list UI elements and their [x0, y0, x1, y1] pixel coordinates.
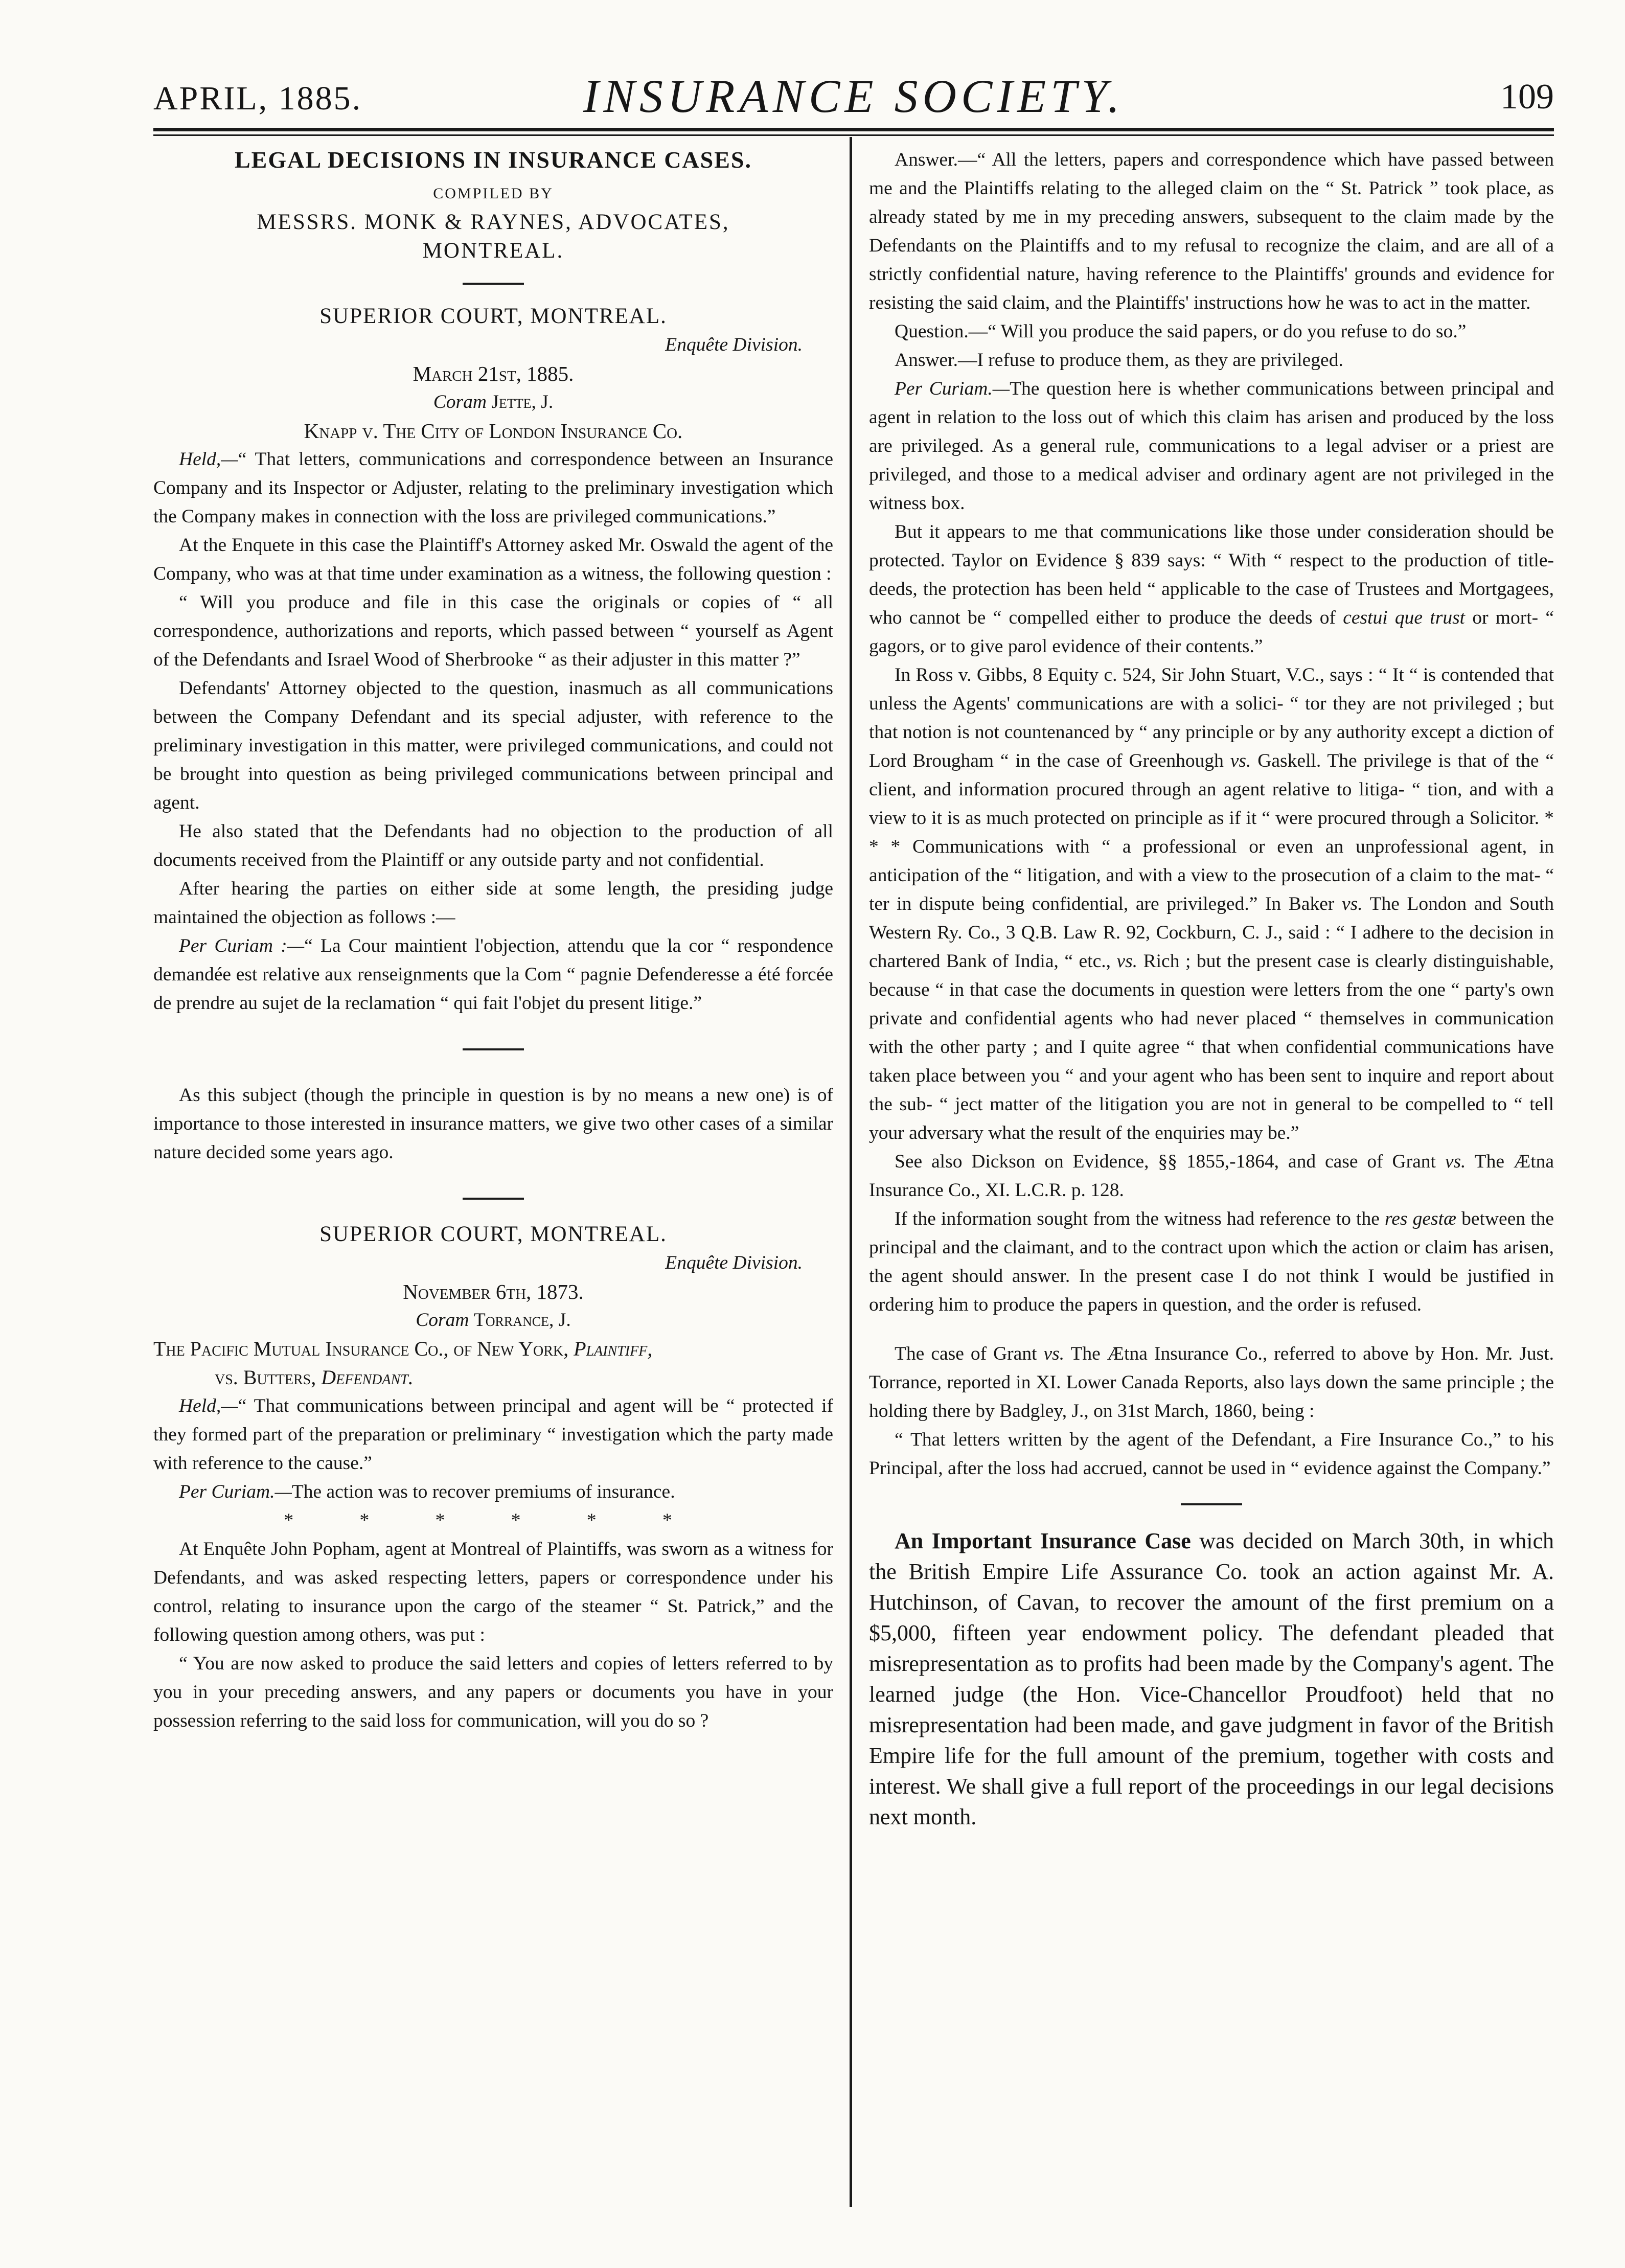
case2-court: SUPERIOR COURT, MONTREAL.: [319, 1222, 667, 1246]
text-italic: vs.: [1341, 894, 1363, 914]
text: Gaskell. The privilege is that of the “ client, and information procured through an agent relative to litiga- “ tion, and with a view to it is as much protected on principle as if it “ were procured through a Solicitor. * * * Communications with “ a professional or even an unprofessional agent, in anticipation of the “ litigation, and with a view to the prosecution of a claim to the mat- “ ter in dispute being confidential, are privileged.” In Baker: [869, 750, 1554, 914]
case2-curiam: [153, 1478, 833, 1506]
case1-parties: Knapp v. The City of London Insurance Co.: [304, 419, 683, 443]
case1-para: At the Enquete in this case the Plaintiff's Attorney asked Mr. Oswald the agent of the Company, who was at that time under examination as a witness, the following question :: [153, 535, 833, 584]
page-number: 109: [1500, 77, 1554, 117]
asterisks: * * * * * *: [284, 1510, 703, 1531]
column-divider: [850, 137, 852, 2207]
header-rule: [153, 128, 1554, 131]
divider: [1181, 1503, 1242, 1505]
coram-judge: Jette, J.: [491, 392, 554, 413]
text-italic: vs.: [1043, 1343, 1065, 1364]
case1-para: He also stated that the Defendants had no objection to the production of all documents received from the Plaintiff or any outside party and not confidential.: [153, 821, 833, 870]
news-text: was decided on March 30th, in which the British Empire Life Assurance Co. took an action against Mr. A. Hutchinson, of Cavan, to recover the amount of the first premium on a $5,000, fifteen year endowment policy. The defendant pleaded that misrepresentation as to profits had been made by the Company's agent. The learned judge (the Hon. Vice-Chancellor Proudfoot) held that no misrepresentation had been made, and gave judgment in favor of the British Empire life for the full amount of the premium, together with costs and interest. We shall give a full report of the proceedings in our legal decisions next month.: [869, 1528, 1554, 1829]
news-headline: An Important Insurance Case: [895, 1528, 1191, 1553]
text: See also Dickson on Evidence, §§ 1855,-1864, and case of Grant: [895, 1151, 1436, 1172]
divider: [463, 1048, 524, 1050]
curiam-text: The question here is whether communications between principal and agent in relation to the loss out of which this claim has arisen and produced by the loss are privileged. As a general rule, communications to a legal adviser or a priest are privileged, and those to a medical adviser and ordinary agent are not privileged in the witness box.: [869, 378, 1554, 514]
text: between the principal and the claimant, and to the contract upon which the action or claim has arisen, the agent should answer. In the present case I do not think I would be justified in ordering him to produce the papers in question, and the order is refused.: [869, 1208, 1554, 1315]
curiam: [869, 375, 1554, 518]
case2-held: [153, 1392, 833, 1478]
grant-quote: “ That letters written by the agent of the Defendant, a Fire Insurance Co.,” to his Principal, after the loss had accrued, cannot be used in “ evidence against the Company.”: [869, 1429, 1554, 1479]
case2-para: “ You are now asked to produce the said letters and copies of letters referred to by you in your preceding answers, and any papers or documents you have in your possession referring to the said loss for communication, will you do so ?: [153, 1653, 833, 1731]
answer: Answer.—“ All the letters, papers and correspondence which have passed between me and the Plaintiffs relating to the alleged claim on the “ St. Patrick ” took place, as already stated by me in my preceding answers, subsequent to the claim made by the Defendants on the Plaintiffs and to my refusal to recognize the claim, and are all of a strictly confidential nature, having reference to the Plaintiffs' grounds and evidence for resisting the said claim, and the Plaintiffs' instructions how he was to act in the matter.: [869, 149, 1554, 313]
text-italic: vs.: [1116, 951, 1138, 972]
case2-para: At Enquête John Popham, agent at Montreal of Plaintiffs, was sworn as a witness for Defendants, and was asked respecting letters, papers or correspondence under his control, relating to insurance upon the cargo of the steamer “ St. Patrick,” and the following question among others, was put :: [153, 1539, 833, 1645]
divider: [463, 1198, 524, 1200]
curiam-label: Per Curiam.—: [179, 1481, 292, 1502]
authors: MESSRS. MONK & RAYNES, ADVOCATES,: [257, 210, 730, 234]
text: If the information sought from the witness had reference to the: [895, 1208, 1380, 1229]
text: But it appears to me that communications like those under consideration should be protected. Taylor on Evidence § 839 says: “ With “ respect to the production of title-deeds, the protection has been held “ applicable to the case of Trustees and Mortgagees, who cannot be “ compelled either to produce the deeds of: [869, 521, 1554, 628]
held-text: “ That communications between principal and agent will be “ protected if they formed part of the preparation or preliminary “ investigation which the party made with reference to the cause.”: [153, 1395, 833, 1474]
case1-coram: [153, 388, 833, 417]
question: Question.—“ Will you produce the said papers, or do you refuse to do so.”: [895, 321, 1467, 342]
grant-para: [869, 1340, 1554, 1426]
plaintiff-label: Plaintiff,: [574, 1337, 653, 1360]
left-column: [153, 146, 833, 1735]
parties-1: The Pacific Mutual Insurance Co., of New York,: [153, 1337, 569, 1360]
text-italic: vs.: [1445, 1151, 1466, 1172]
case1-date: March 21st, 1885.: [413, 362, 574, 385]
text-italic: cestui que trust: [1343, 607, 1466, 628]
page-header: [153, 66, 1554, 128]
coram-judge: Torrance, J.: [473, 1310, 571, 1331]
text: or mort- “ gagors, or to give parol evidence of their contents.”: [869, 607, 1554, 657]
curiam-label: Per Curiam.—: [895, 378, 1010, 399]
case1-para: After hearing the parties on either side at some length, the presiding judge maintained the objection as follows :—: [153, 878, 833, 928]
coram-word: Coram: [416, 1310, 469, 1331]
case2-parties: [153, 1335, 833, 1392]
case2-date: November 6th, 1873.: [403, 1280, 584, 1303]
defendant-label: Defendant.: [321, 1366, 414, 1389]
held-label: Held,—: [179, 449, 238, 470]
dickson-para: [869, 1148, 1554, 1205]
text-italic: vs.: [1230, 750, 1251, 771]
case1-division: Enquête Division.: [665, 334, 803, 355]
curiam-label: Per Curiam :—: [179, 935, 305, 956]
case1-held: [153, 445, 833, 531]
info-para: [869, 1205, 1554, 1319]
ross-para: [869, 661, 1554, 1148]
text: In Ross v. Gibbs, 8 Equity c. 524, Sir John Stuart, V.C., says : “ It “ is contended that unless the Agents' communications are with a solici- “ tor they are not privileged ; but that notion is not countenanced by “ any principle or by any authority except a diction of Lord Brougham “ in the case of Greenhough: [869, 665, 1554, 771]
header-rule-thin: [153, 134, 1554, 136]
right-column: [869, 146, 1554, 1832]
case1-court: SUPERIOR COURT, MONTREAL.: [319, 304, 667, 328]
text: The Ætna Insurance Co., XI. L.C.R. p. 128.: [869, 1151, 1554, 1201]
case2-coram: [153, 1306, 833, 1335]
text: Rich ; but the present case is clearly distinguishable, because “ in that case the documents in question were letters from the one “ party's own private and confidential agents who had never placed “ themselves in communication with the other party ; and I quite agree “ that when confidential communications have taken place between you “ and your agent who has been sent to inquire and report about the sub- “ ject matter of the litigation you are not in general to be compelled to “ tell your adversary what the result of the enquiries may be.”: [869, 951, 1554, 1143]
case1-curiam: [153, 932, 833, 1018]
curiam-text: “ La Cour maintient l'objection, attendu que la cor “ respondence demandée est relative aux renseignments que la Com “ pagnie Defenderesse a été forcée de prendre au sujet de la reclamation “ qui fait l'objet du present litige.”: [153, 935, 833, 1014]
authors-city: MONTREAL.: [422, 239, 564, 263]
parties-2: vs. Butters,: [215, 1366, 316, 1389]
text: The Ætna Insurance Co., referred to above by Hon. Mr. Just. Torrance, reported in XI. Lower Canada Reports, also lays down the same principle ; the holding there by Badgley, J., on 31st March, 1860, being :: [869, 1343, 1554, 1422]
journal-title: INSURANCE SOCIETY.: [583, 70, 1125, 122]
divider: [463, 283, 524, 285]
case1-para: “ Will you produce and file in this case the originals or copies of “ all correspondence, authorizations and reports, which passed between “ yourself as Agent of the Defendants and Israel Wood of Sherbrooke “ as their adjuster in this matter ?”: [153, 592, 833, 670]
coram-word: Coram: [433, 392, 487, 413]
taylor-para: [869, 518, 1554, 661]
text: The case of Grant: [895, 1343, 1037, 1364]
compiled-by: COMPILED BY: [433, 185, 554, 202]
section-title: LEGAL DECISIONS IN INSURANCE CASES.: [235, 147, 752, 173]
issue-date: APRIL, 1885.: [153, 80, 362, 117]
held-text: “ That letters, communications and correspondence between an Insurance Company and its Inspector or Adjuster, relating to the preliminary investigation which the Company makes in connection with the loss are privileged communications.”: [153, 449, 833, 527]
held-label: Held,—: [179, 1395, 238, 1416]
interlude: As this subject (though the principle in question is by no means a new one) is of importance to those interested in insurance matters, we give two other cases of a similar nature decided some years ago.: [153, 1085, 833, 1163]
case1-para: Defendants' Attorney objected to the question, inasmuch as all communications between the Company Defendant and its special adjuster, with reference to the preliminary investigation in this matter, were privileged communications, and could not be brought into question as being privileged communications between principal and agent.: [153, 678, 833, 813]
answer: Answer.—I refuse to produce them, as they are privileged.: [895, 350, 1343, 371]
text-italic: res gestæ: [1385, 1208, 1457, 1229]
curiam-text: The action was to recover premiums of insurance.: [291, 1481, 675, 1502]
news-item: [869, 1526, 1554, 1832]
case2-division: Enquête Division.: [665, 1252, 803, 1273]
text: The London and South Western Ry. Co., 3 Q.B. Law R. 92, Cockburn, C. J., said : “ I adhere to the decision in chartered Bank of India, “ etc.,: [869, 894, 1554, 972]
